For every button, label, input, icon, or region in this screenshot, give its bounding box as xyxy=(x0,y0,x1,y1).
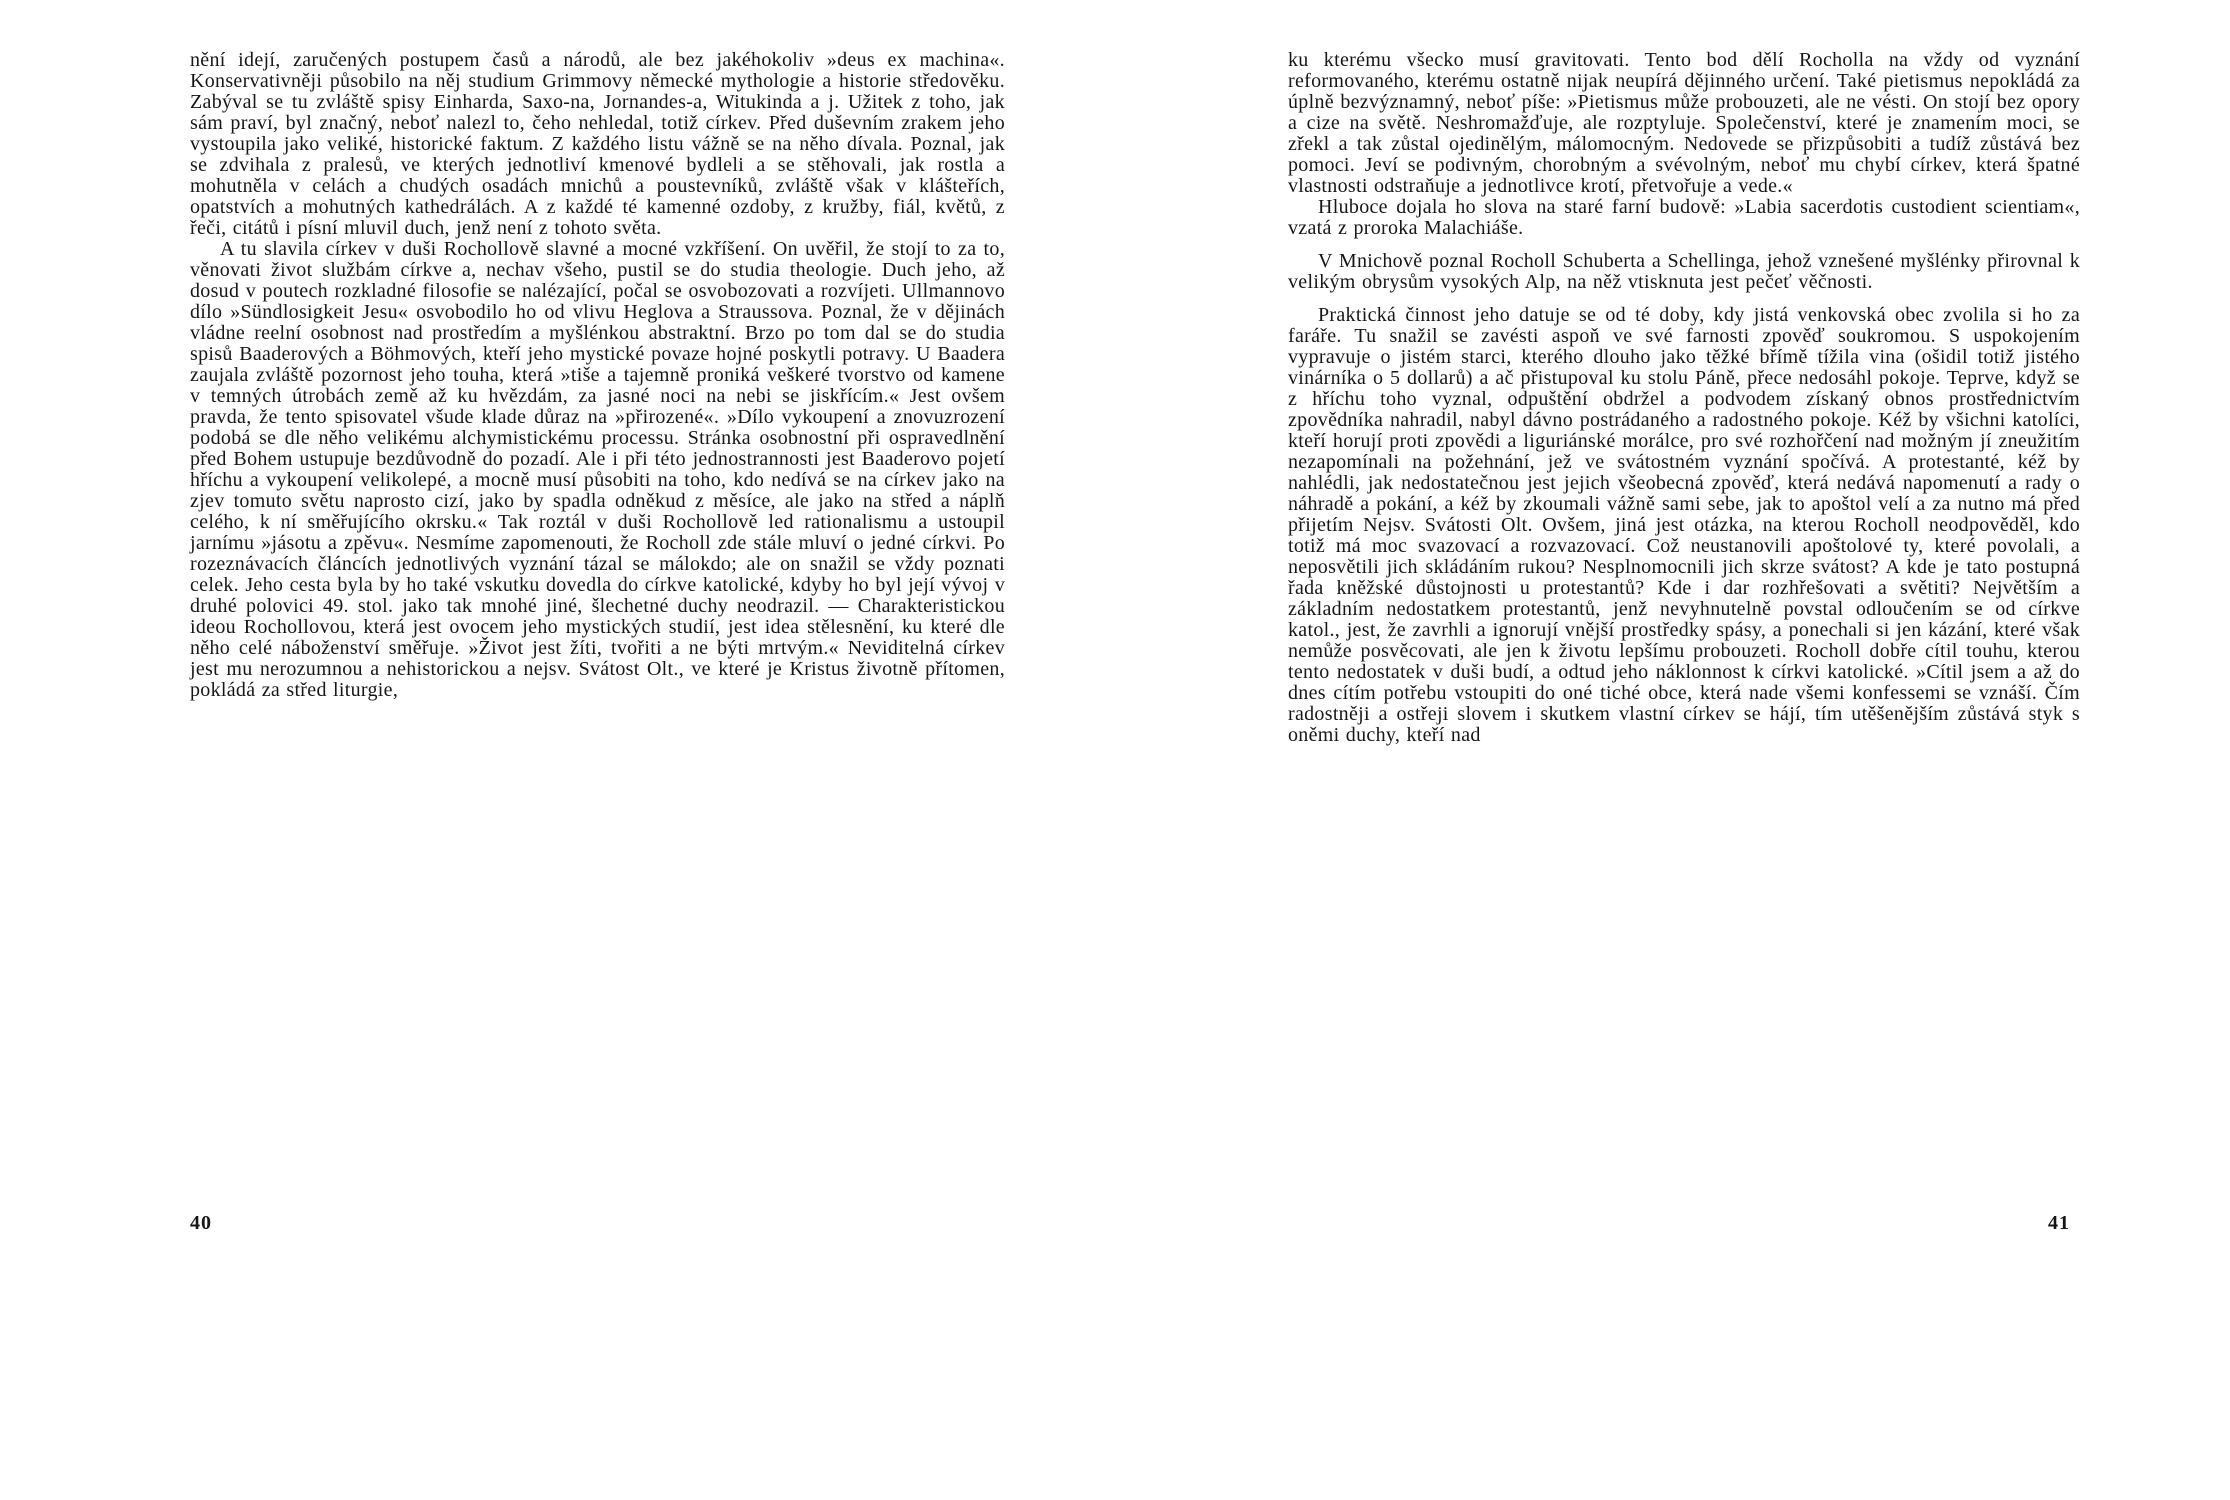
text-column-left xyxy=(190,50,1005,701)
text-column-right xyxy=(1288,50,2080,746)
page-number-left: 40 xyxy=(190,1212,212,1234)
paragraph: A tu slavila církev v duši Rochollově slavné a mocné vzkříšení. On uvěřil, že stojí to za to, věnovati život službám církve a, nechav všeho, pustil se do studia theologie. Duch jeho, až dosud v poutech rozkladné filosofie se nalézající, počal se osvobozovati a rozvíjeti. Ullmannovo dílo »Sündlosigkeit Jesu« osvobodilo ho od vlivu Heglova a Straussova. Poznal, že v dějinách vládne reelní osobnost nad prostředím a myšlénkou abstraktní. Brzo po tom dal se do studia spisů Baaderových a Böhmových, kteří jeho mystické povaze hojné poskytli potravy. U Baadera zaujala zvláště pozornost jeho touha, která »tiše a tajemně proniká veškeré tvorstvo od kamene v temných útrobách země až ku hvězdám, za jasné noci na nebi se jiskřícím.« Jest ovšem pravda, že tento spisovatel všude klade důraz na »přirozené«. »Dílo vykoupení a znovuzrození podobá se dle něho velikému alchymistickému processu. Stránka osobnostní při ospravedlnění před Bohem ustupuje bezdůvodně do pozadí. Ale i při této jednostrannosti jest Baaderovo pojetí hříchu a vykoupení velikolepé, a mocně musí působiti na toho, kdo nedívá se na církev jako na zjev tomuto světu naprosto cizí, jako by spadla odněkud z měsíce, ale jako na střed a náplň celého, k ní směřujícího okrsku.« Tak roztál v duši Rochollově led rationalismu a ustoupil jarnímu »jásotu a zpěvu«. Nesmíme zapomenouti, že Rocholl zde stále mluví o jedné církvi. Po rozeznávacích článcích jednotlivých vyznání tázal se málokdo; ale on snažil se vždy poznati celek. Jeho cesta byla by ho také vskutku dovedla do církve katolické, kdyby ho byl její vývoj v druhé polovici 49. stol. jako tak mnohé jiné, šlechetné duchy neodrazil. — Charakteristickou ideou Rochollovou, která jest ovocem jeho mystických studií, jest idea stělesnění, ku které dle něho celé náboženství směřuje. »Život jest žíti, tvořiti a ne býti mrtvým.« Neviditelná církev jest mu nerozumnou a nehistorickou a nejsv. Svátost Olt., ve které je Kristus životně přítomen, pokládá za střed liturgie, xyxy=(190,238,1005,701)
paragraph-continuation: ku kterému všecko musí gravitovati. Tento bod dělí Rocholla na vždy od vyznání reformovaného, kterému ostatně nijak neupírá dějinného určení. Také pietismus nepokládá za úplně bezvýznamný, neboť píše: »Pietismus může probouzeti, ale ne vésti. On stojí bez opory a cize na světě. Neshromažďuje, ale rozptyluje. Společenství, které je znamením moci, se zřekl a tak zůstal ojedinělým, málomocným. Nedovede se přizpůsobiti a tudíž zůstává bez pomoci. Jeví se podivným, chorobným a svévolným, neboť mu chybí církev, která špatné vlastnosti odstraňuje a jednotlivce krotí, přetvořuje a vede.« xyxy=(1288,49,2080,197)
page-number-right: 41 xyxy=(2048,1212,2070,1234)
paragraph-continuation: nění idejí, zaručených postupem časů a národů, ale bez jakéhokoliv »deus ex machina«. Konservativněji působilo na něj studium Grimmovy německé mythologie a historie středověku. Zabýval se tu zvláště spisy Einharda, Saxo-na, Jornandes-a, Witukinda a j. Užitek z toho, jak sám praví, byl značný, neboť nalezl to, čeho nehledal, totiž církev. Před duševním zrakem jeho vystoupila jako veliké, historické faktum. Z každého listu vážně se na něho dívala. Poznal, jak se zdvihala z pralesů, ve kterých jednotliví kmenové bydleli a se stěhovali, jak rostla a mohutněla v celách a chudých osadách mnichů a poustevníků, zvláště však v klášteřích, opatstvích a mohutných kathedrálách. A z každé té kamenné ozdoby, z kružby, fiál, květů, z řeči, citátů i písní mluvil duch, jenž není z tohoto světa. xyxy=(190,49,1005,239)
paragraph: V Mnichově poznal Rocholl Schuberta a Schellinga, jehož vznešené myšlénky přirovnal k velikým obrysům vysokých Alp, na něž vtisknuta jest pečeť věčnosti. xyxy=(1288,250,2080,293)
paragraph: Praktická činnost jeho datuje se od té doby, kdy jistá venkovská obec zvolila si ho za faráře. Tu snažil se zavésti aspoň ve své farnosti zpověď soukromou. S uspokojením vypravuje o jistém starci, kterého dlouho jako těžké břímě tížila vina (ošidil totiž jistého vinárníka o 5 dollarů) a ač přistupoval ku stolu Páně, přece nedosáhl pokoje. Teprve, když se z hříchu toho vyznal, odpuštění obdržel a podvodem získaný obnos prostřednictvím zpovědníka nahradil, nabyl dávno postrádaného a radostného pokoje. Kéž by všichni katolíci, kteří horují proti zpovědi a liguriánské morálce, pro své rozhořčení nad možným jí zneužitím nezapomínali na požehnání, jež ve svátostném vyznání spočívá. A protestanté, kéž by nahlédli, jak nedostatečnou jest jejich všeobecná zpověď, která nedává napomenutí a rady o náhradě a pokání, a kéž by zkoumali vážně sami sebe, jak to apoštol velí a za nutno má před přijetím Nejsv. Svátosti Olt. Ovšem, jiná jest otázka, na kterou Rocholl neodpověděl, kdo totiž má moc svazovací a rozvazovací. Což neustanovili apoštolové ty, které povolali, a neposvětili jich skládáním rukou? Nesplnomocnili jich skrze svátost? A kde je tato postupná řada kněžské důstojnosti u protestantů? Kde i dar rozhřešovati a světiti? Největším a základním nedostatkem protestantů, jenž nevyhnutelně povstal odloučením se od církve katol., jest, že zavrhli a ignorují vnější prostředky spásy, a ponechali si jen kázání, které však nemůže posvěcovati, ale jen k životu lepšímu probouzeti. Rocholl dobře cítil touhu, kterou tento nedostatek v duši budí, a odtud jeho náklonnost k církvi katolické. »Cítil jsem a až do dnes cítím potřebu vstoupiti do oné tiché obce, která nade všemi konfessemi se vznáší. Čím radostněji a ostřeji slovem i skutkem vlastní církev se hájí, tím utěšenějším zůstává styk s oněmi duchy, kteří nad xyxy=(1288,304,2080,746)
paragraph: Hluboce dojala ho slova na staré farní budově: »Labia sacerdotis custodient scientiam«, vzatá z proroka Malachiáše. xyxy=(1288,196,2080,239)
